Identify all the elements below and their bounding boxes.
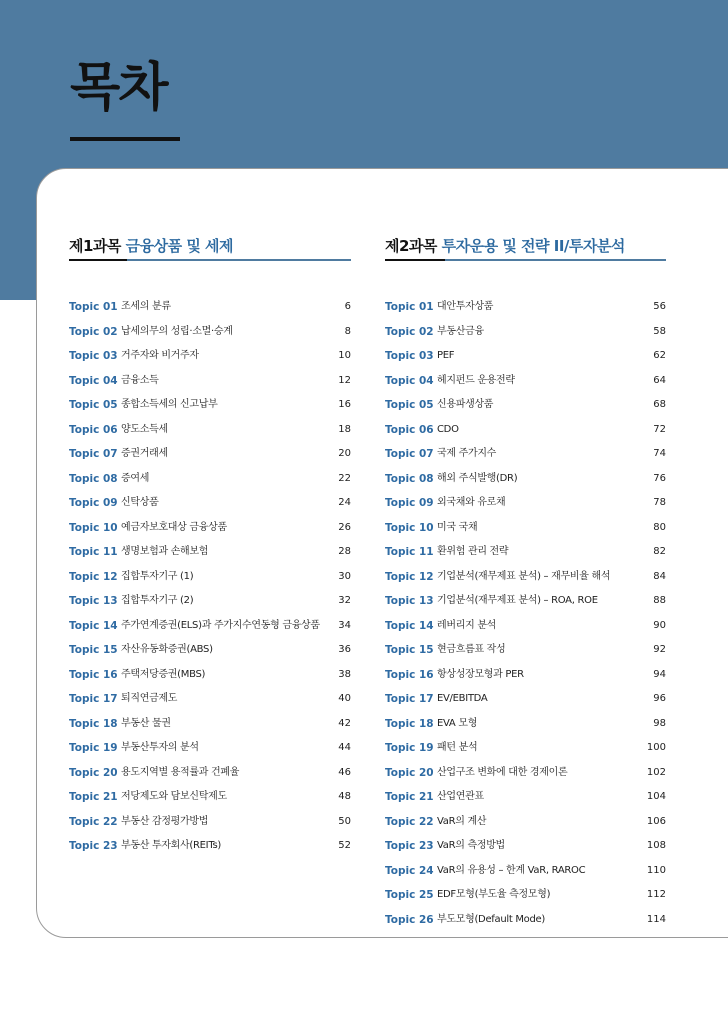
topic-page: 100 bbox=[646, 742, 666, 753]
topic-title: 부동산투자의 분석 bbox=[121, 742, 199, 753]
topic-label: Topic 16 bbox=[69, 668, 118, 681]
topic-title: PEF bbox=[437, 350, 455, 361]
title-underline bbox=[70, 137, 180, 141]
topic-page: 88 bbox=[653, 595, 666, 606]
topic-label: Topic 21 bbox=[385, 791, 434, 803]
topic-title: 기업분석(재무제표 분석) – 재무비율 해석 bbox=[437, 570, 611, 582]
topic-label: Topic 01 bbox=[385, 301, 434, 313]
toc-entry[interactable] bbox=[385, 471, 666, 496]
topic-page: 58 bbox=[653, 325, 666, 337]
topic-title: 레버리지 분석 bbox=[437, 619, 497, 631]
toc-entry[interactable] bbox=[69, 544, 351, 569]
topic-page: 34 bbox=[338, 619, 351, 631]
topic-page: 74 bbox=[653, 448, 666, 459]
topic-title: 종합소득세의 신고납부 bbox=[121, 399, 218, 410]
topic-label: Topic 13 bbox=[69, 595, 118, 607]
topic-title: 미국 국채 bbox=[437, 521, 478, 533]
toc-entry[interactable] bbox=[385, 887, 666, 912]
topic-title: 생명보험과 손해보험 bbox=[121, 546, 209, 557]
topic-label: Topic 11 bbox=[385, 546, 434, 558]
toc-entry[interactable] bbox=[385, 324, 666, 349]
topic-label: Topic 02 bbox=[385, 325, 434, 338]
topic-title: 조세의 분류 bbox=[121, 301, 171, 312]
topic-page: 44 bbox=[338, 742, 351, 753]
topic-title: EV/EBITDA bbox=[437, 693, 488, 704]
topic-title: 산업연관표 bbox=[437, 791, 484, 802]
topic-label: Topic 05 bbox=[69, 399, 118, 411]
topic-label: Topic 06 bbox=[69, 423, 118, 436]
topic-page: 20 bbox=[338, 448, 351, 459]
topic-label: Topic 23 bbox=[69, 840, 118, 852]
topic-label: Topic 15 bbox=[69, 644, 118, 656]
toc-entry[interactable] bbox=[385, 863, 666, 888]
topic-title: 현금흐름표 작성 bbox=[437, 644, 506, 655]
topic-page: 98 bbox=[653, 717, 666, 729]
topic-page: 32 bbox=[338, 595, 351, 606]
topic-title: 외국채와 유로채 bbox=[437, 497, 506, 508]
topic-page: 42 bbox=[338, 717, 351, 729]
toc-entry[interactable] bbox=[385, 397, 666, 422]
topic-page: 30 bbox=[338, 570, 351, 582]
topic-page: 62 bbox=[653, 350, 666, 361]
topic-label: Topic 17 bbox=[385, 693, 434, 705]
section-2 bbox=[385, 235, 666, 936]
toc-entry[interactable] bbox=[69, 373, 351, 398]
topic-label: Topic 20 bbox=[69, 766, 118, 779]
topic-page: 28 bbox=[338, 546, 351, 557]
topic-page: 46 bbox=[338, 766, 351, 778]
toc-entry[interactable] bbox=[385, 299, 666, 324]
topic-title: 집합투자기구 (2) bbox=[121, 595, 194, 606]
topic-page: 102 bbox=[646, 766, 666, 778]
topic-page: 82 bbox=[653, 546, 666, 557]
topic-label: Topic 16 bbox=[385, 668, 434, 681]
topic-page: 48 bbox=[338, 791, 351, 802]
topic-page: 92 bbox=[653, 644, 666, 655]
topic-page: 112 bbox=[646, 889, 666, 900]
toc-entry[interactable] bbox=[69, 446, 351, 471]
topic-title: CDO bbox=[437, 423, 459, 435]
topic-page: 96 bbox=[653, 693, 666, 704]
toc-entry[interactable] bbox=[69, 642, 351, 667]
topic-title: 퇴직연금제도 bbox=[121, 693, 178, 704]
toc-entry[interactable] bbox=[69, 324, 351, 349]
topic-label: Topic 01 bbox=[69, 301, 118, 313]
topic-page: 24 bbox=[338, 497, 351, 508]
toc-entry[interactable] bbox=[69, 740, 351, 765]
topic-label: Topic 12 bbox=[385, 570, 434, 583]
topic-title: 산업구조 변화에 대한 경제이론 bbox=[437, 766, 568, 778]
toc-entry[interactable] bbox=[385, 691, 666, 716]
topic-page: 56 bbox=[653, 301, 666, 312]
topic-title: 용도지역별 용적률과 건폐율 bbox=[121, 766, 240, 778]
topic-title: 국제 주가지수 bbox=[437, 448, 497, 459]
topic-page: 68 bbox=[653, 399, 666, 410]
topic-label: Topic 03 bbox=[385, 350, 434, 362]
topic-title: 대안투자상품 bbox=[437, 301, 494, 312]
page-title: 목차 bbox=[70, 58, 167, 118]
topic-title: 증여세 bbox=[121, 472, 150, 484]
topic-title: 항상성장모형과 PER bbox=[437, 668, 524, 680]
topic-page: 50 bbox=[338, 815, 351, 827]
topic-label: Topic 19 bbox=[385, 742, 434, 754]
topic-page: 78 bbox=[653, 497, 666, 508]
topic-label: Topic 07 bbox=[385, 448, 434, 460]
topic-title: 증권거래세 bbox=[121, 448, 168, 459]
topic-page: 108 bbox=[646, 840, 666, 851]
topic-title: VaR의 측정방법 bbox=[437, 840, 505, 851]
topic-label: Topic 25 bbox=[385, 889, 434, 901]
toc-entry[interactable] bbox=[385, 716, 666, 741]
topic-page: 84 bbox=[653, 570, 666, 582]
topic-title: 주택저당증권(MBS) bbox=[121, 668, 206, 680]
topic-title: 납세의무의 성립·소멸·승계 bbox=[121, 325, 233, 337]
toc-entry[interactable] bbox=[69, 838, 351, 863]
topic-title: 기업분석(재무제표 분석) – ROA, ROE bbox=[437, 595, 598, 606]
topic-label: Topic 13 bbox=[385, 595, 434, 607]
topic-page: 12 bbox=[338, 374, 351, 386]
topic-title: 주가연계증권(ELS)과 주가지수연동형 금융상품 bbox=[121, 619, 320, 631]
toc-entry[interactable] bbox=[385, 642, 666, 667]
topic-title: 패턴 분석 bbox=[437, 742, 478, 753]
toc-entry[interactable] bbox=[69, 495, 351, 520]
topic-label: Topic 17 bbox=[69, 693, 118, 705]
topic-label: Topic 06 bbox=[385, 423, 434, 436]
topic-title: 부도모형(Default Mode) bbox=[437, 913, 546, 925]
toc-entry[interactable] bbox=[385, 569, 666, 594]
topic-page: 52 bbox=[338, 840, 351, 851]
section-heading-name: 금융상품 및 세제 bbox=[125, 237, 234, 255]
topic-title: 저당제도와 담보신탁제도 bbox=[121, 791, 227, 802]
topic-title: 부동산 물권 bbox=[121, 717, 171, 729]
topic-title: VaR의 계산 bbox=[437, 815, 487, 827]
topic-page: 76 bbox=[653, 472, 666, 484]
topic-page: 36 bbox=[338, 644, 351, 655]
toc-entry[interactable] bbox=[385, 814, 666, 839]
toc-entry[interactable] bbox=[385, 618, 666, 643]
topic-title: 금융소득 bbox=[121, 374, 159, 386]
topic-title: 자산유동화증권(ABS) bbox=[121, 644, 213, 655]
topic-label: Topic 02 bbox=[69, 325, 118, 338]
topic-page: 90 bbox=[653, 619, 666, 631]
toc-entry[interactable] bbox=[69, 422, 351, 447]
topic-label: Topic 18 bbox=[385, 717, 434, 730]
topic-label: Topic 26 bbox=[385, 913, 434, 926]
topic-label: Topic 24 bbox=[385, 864, 434, 877]
topic-page: 114 bbox=[646, 913, 666, 925]
toc-entry[interactable] bbox=[69, 789, 351, 814]
toc-entry[interactable] bbox=[385, 838, 666, 863]
toc-entry[interactable] bbox=[385, 765, 666, 790]
topic-label: Topic 14 bbox=[385, 619, 434, 632]
toc-entry[interactable] bbox=[69, 520, 351, 545]
topic-title: 부동산 투자회사(REITs) bbox=[121, 840, 221, 851]
topic-page: 80 bbox=[653, 521, 666, 533]
topic-page: 72 bbox=[653, 423, 666, 435]
toc-entry[interactable] bbox=[385, 789, 666, 814]
toc-entry[interactable] bbox=[385, 446, 666, 471]
toc-entry[interactable] bbox=[69, 765, 351, 790]
topic-label: Topic 09 bbox=[385, 497, 434, 509]
topic-page: 26 bbox=[338, 521, 351, 533]
toc-entry[interactable] bbox=[385, 740, 666, 765]
section-heading-prefix: 제1과목 bbox=[69, 237, 121, 255]
toc-entry[interactable] bbox=[385, 348, 666, 373]
topic-label: Topic 10 bbox=[385, 521, 434, 534]
heading-underline-dark bbox=[69, 259, 127, 261]
topic-page: 110 bbox=[646, 864, 666, 876]
toc-entry[interactable] bbox=[69, 618, 351, 643]
topic-title: 신탁상품 bbox=[121, 497, 159, 508]
topic-label: Topic 10 bbox=[69, 521, 118, 534]
topic-label: Topic 18 bbox=[69, 717, 118, 730]
section-heading-prefix: 제2과목 bbox=[385, 237, 437, 255]
heading-underline-dark bbox=[385, 259, 445, 261]
topic-label: Topic 21 bbox=[69, 791, 118, 803]
topic-page: 106 bbox=[646, 815, 666, 827]
topic-title: 해외 주식발행(DR) bbox=[437, 472, 518, 484]
topic-title: 예금자보호대상 금융상품 bbox=[121, 521, 227, 533]
section-heading bbox=[69, 235, 351, 261]
topic-label: Topic 09 bbox=[69, 497, 118, 509]
topic-title: EDF모형(부도율 측정모형) bbox=[437, 889, 551, 900]
topic-label: Topic 14 bbox=[69, 619, 118, 632]
toc-entry[interactable] bbox=[69, 569, 351, 594]
topic-label: Topic 20 bbox=[385, 766, 434, 779]
topic-label: Topic 04 bbox=[385, 374, 434, 387]
toc-entry[interactable] bbox=[385, 520, 666, 545]
topic-page: 8 bbox=[344, 325, 351, 337]
topic-label: Topic 11 bbox=[69, 546, 118, 558]
topic-title: 신용파생상품 bbox=[437, 399, 494, 410]
toc-entry[interactable] bbox=[385, 373, 666, 398]
toc-entry[interactable] bbox=[69, 348, 351, 373]
section-1 bbox=[69, 235, 351, 863]
topic-page: 18 bbox=[338, 423, 351, 435]
topic-label: Topic 15 bbox=[385, 644, 434, 656]
section-heading-name: 투자운용 및 전략 II/투자분석 bbox=[441, 237, 625, 255]
toc-entry[interactable] bbox=[385, 422, 666, 447]
toc-entry[interactable] bbox=[385, 912, 666, 937]
topic-list bbox=[69, 299, 351, 863]
topic-page: 94 bbox=[653, 668, 666, 680]
topic-label: Topic 22 bbox=[69, 815, 118, 828]
topic-page: 22 bbox=[338, 472, 351, 484]
topic-title: 양도소득세 bbox=[121, 423, 168, 435]
topic-label: Topic 08 bbox=[69, 472, 118, 485]
toc-entry[interactable] bbox=[69, 397, 351, 422]
topic-page: 6 bbox=[344, 301, 351, 312]
topic-page: 40 bbox=[338, 693, 351, 704]
topic-title: 환위험 관리 전략 bbox=[437, 546, 509, 557]
topic-title: VaR의 유용성 – 한계 VaR, RAROC bbox=[437, 864, 586, 876]
topic-label: Topic 08 bbox=[385, 472, 434, 485]
topic-title: 부동산 감정평가방법 bbox=[121, 815, 209, 827]
toc-entry[interactable] bbox=[69, 716, 351, 741]
toc-entry[interactable] bbox=[385, 667, 666, 692]
topic-page: 10 bbox=[338, 350, 351, 361]
topic-label: Topic 05 bbox=[385, 399, 434, 411]
toc-entry[interactable] bbox=[69, 814, 351, 839]
topic-label: Topic 04 bbox=[69, 374, 118, 387]
toc-entry[interactable] bbox=[69, 593, 351, 618]
topic-page: 104 bbox=[646, 791, 666, 802]
toc-entry[interactable] bbox=[385, 593, 666, 618]
toc-entry[interactable] bbox=[385, 495, 666, 520]
topic-title: 헤지펀드 운용전략 bbox=[437, 374, 515, 386]
topic-list bbox=[385, 299, 666, 936]
topic-label: Topic 19 bbox=[69, 742, 118, 754]
topic-label: Topic 12 bbox=[69, 570, 118, 583]
topic-page: 38 bbox=[338, 668, 351, 680]
topic-page: 16 bbox=[338, 399, 351, 410]
toc-entry[interactable] bbox=[69, 691, 351, 716]
topic-label: Topic 07 bbox=[69, 448, 118, 460]
toc-entry[interactable] bbox=[385, 544, 666, 569]
topic-title: 부동산금융 bbox=[437, 325, 484, 337]
topic-label: Topic 23 bbox=[385, 840, 434, 852]
topic-page: 64 bbox=[653, 374, 666, 386]
topic-title: EVA 모형 bbox=[437, 717, 478, 729]
topic-label: Topic 22 bbox=[385, 815, 434, 828]
section-heading bbox=[385, 235, 666, 261]
toc-entry[interactable] bbox=[69, 299, 351, 324]
topic-title: 집합투자기구 (1) bbox=[121, 570, 194, 582]
toc-entry[interactable] bbox=[69, 667, 351, 692]
toc-entry[interactable] bbox=[69, 471, 351, 496]
topic-title: 거주자와 비거주자 bbox=[121, 350, 199, 361]
topic-label: Topic 03 bbox=[69, 350, 118, 362]
